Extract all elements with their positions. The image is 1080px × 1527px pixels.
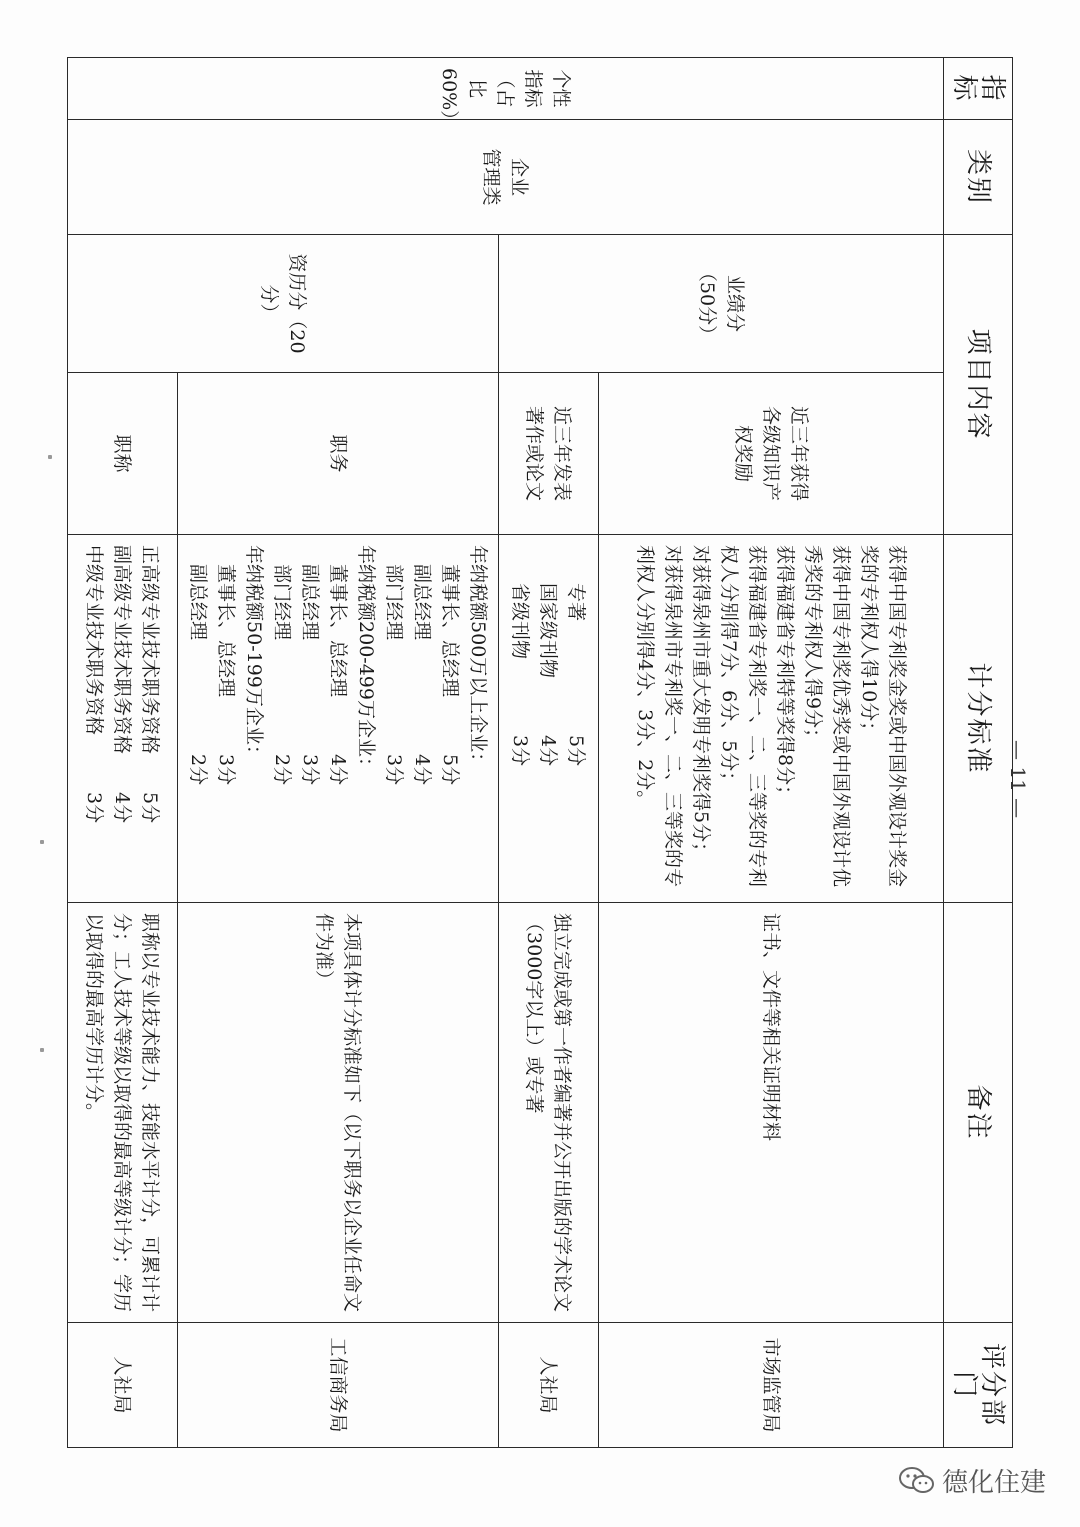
scan-speck [40, 1048, 44, 1052]
scan-speck [40, 840, 44, 844]
qualification-group: 资历分（20 分） [68, 235, 499, 373]
scan-speck [48, 455, 52, 459]
papers-dept: 人社局 [499, 1323, 599, 1448]
title-dept: 人社局 [68, 1323, 178, 1448]
table-row [178, 58, 499, 1448]
indicator-cell: 个性 指标 （占比 60%） [68, 58, 944, 120]
position-dept: 工信商务局 [178, 1323, 499, 1448]
papers-standard: 专著 5分 国家级刊物 4分 省级刊物 3分 [499, 535, 599, 903]
ip-standard: 获得中国专利奖金奖或中国外观设计奖金奖的专利权人得10分； 获得中国专利奖优秀奖或中国外观设计优秀奖的专利权人得9分； 获得福建省专利特等奖得8分； 获得福建省专利奖一、二、三等奖的专利权人分别得7分、6分、5分； 对获得泉州市重大发明专利奖得5分； 对获得泉州市专利奖一、二、三等奖的专利权人分别得4分、3分、2分。 [599, 535, 944, 903]
wechat-icon [898, 1466, 936, 1496]
title-item: 职称 [68, 373, 178, 535]
papers-item: 近三年发表 著作或论文 [499, 373, 599, 535]
header-note: 备注 [944, 903, 1013, 1323]
scoring-table [67, 57, 1013, 1448]
category-cell: 企业 管理类 [68, 120, 944, 235]
title-standard: 正高级专业技术职务资格 5分 副高级专业技术职务资格 4分 中级专业技术职务资格 3分 [68, 535, 178, 903]
ip-item: 近三年获得 各级知识产 权奖励 [599, 373, 944, 535]
rotated-table-area [83, 57, 1013, 1447]
performance-group: 业绩分 （50分） [499, 235, 944, 373]
papers-note: 独立完成或第一作者编著并公开出版的学术论文（3000字以上）或专著 [499, 903, 599, 1323]
watermark [898, 1462, 1046, 1499]
ip-note: 证书、文件等相关证明材料 [599, 903, 944, 1323]
title-note: 职称以专业技术能力、技能水平计分，可累计计分；工人技术等级以取得的最高等级计分；学历以取得的最高学历计分。 [68, 903, 178, 1323]
position-item: 职务 [178, 373, 499, 535]
header-row [944, 58, 1013, 1448]
header-indicator: 指标 [944, 58, 1013, 120]
position-note: 本项具体计分标准如下（以下职务以企业任命文件为准） [178, 903, 499, 1323]
position-standard: 年纳税额500万以上企业： 董事长、总经理 5分 副总经理 4分 部门经理 3分 年纳税额200-499万企业： 董事长、总经理 4分 副总经理 3分 部门经理 2分 年纳税额50-199万企业： 董事长、总经理 3分 副总经理 2分 [178, 535, 499, 903]
header-content: 项目内容 [944, 235, 1013, 535]
page-number: — 11 — [1006, 740, 1030, 819]
ip-dept: 市场监管局 [599, 1323, 944, 1448]
header-standard: 计分标准 [944, 535, 1013, 903]
table-row [599, 58, 944, 1448]
header-dept: 评分部门 [944, 1323, 1013, 1448]
watermark-text: 德化住建 [942, 1468, 1047, 1498]
header-category: 类别 [944, 120, 1013, 235]
